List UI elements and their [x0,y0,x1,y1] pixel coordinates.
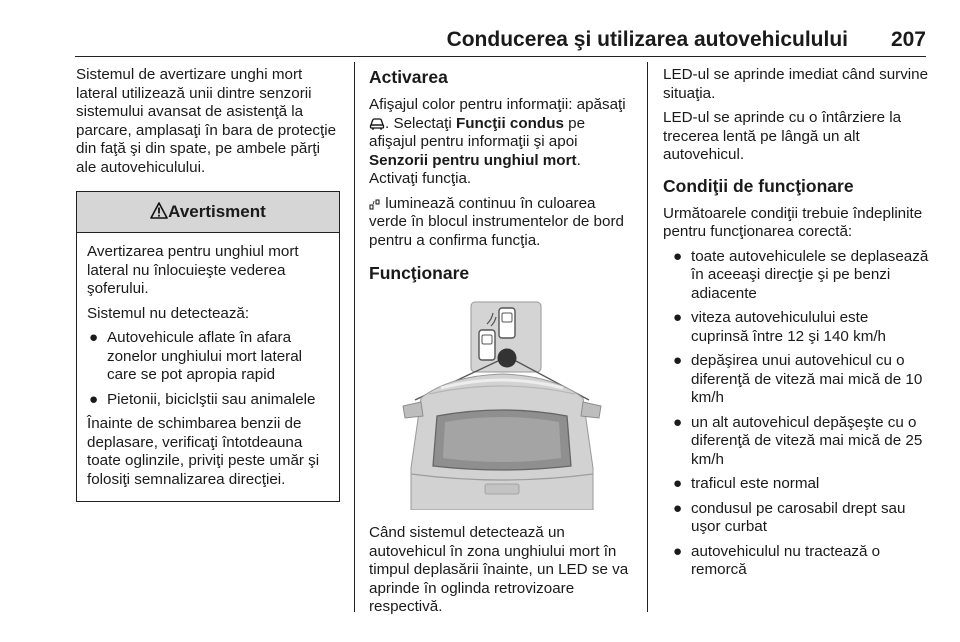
activation-heading: Activarea [369,67,448,87]
column-divider-2 [647,62,648,612]
page-title: Conducerea şi utilizarea autovehiculului [446,28,848,51]
list-item: ● condusul pe carosabil drept sau uşor curbat [673,499,906,535]
led-paragraph-1: LED-ul se aprinde imediat când survine situaţia. [663,66,929,102]
warning-box [76,191,340,502]
header-rule [75,56,926,57]
column-divider-1 [354,62,355,612]
conditions-list [663,248,929,580]
car-menu-icon [369,117,385,130]
blind-spot-indicator-icon [369,198,381,210]
warning-list [87,329,331,409]
activation-paragraph-1: Afişajul color pentru informaţii: apăsaţi . Selectaţi Funcţii condus pe afişajul pentru informaţii şi apoi Senzorii pentru unghiul mort. Activaţi funcţia. [369,96,626,187]
column-3 [663,66,929,586]
function-heading: Funcţionare [369,263,470,283]
column-1 [76,66,340,502]
warning-triangle-icon [150,202,168,219]
warning-p1: Avertizarea pentru unghiul mort lateral nu înlocuieşte vederea şoferului. [87,243,299,297]
led-paragraph-2: LED-ul se aprinde cu o întârziere la trecerea lentă pe lângă un alt autovehicul. [663,109,902,163]
warning-p2: Sistemul nu detectează: [87,304,250,322]
conditions-heading: Condiţii de funcţionare [663,175,854,196]
column-2 [369,66,633,623]
warning-p3: Înainte de schimbarea benzii de deplasare, verificaţi întotdeauna toate oglinzile, priviţi peste umăr şi folosiţi semnalizarea direcţiei. [87,415,320,488]
warning-body [77,233,339,501]
function-paragraph: Când sistemul detectează un autovehicul în zona unghiului mort în timpul deplasării înainte, un LED se va aprinde în oglinda retrovizoare respectivă. [369,524,629,615]
page-header [75,24,926,56]
list-item: ● Pietonii, biciclştii sau animalele [89,390,316,408]
list-item: ● Autovehicule aflate în afara zonelor unghiului mort lateral care se pot apropia rapid [89,329,303,383]
page-number: 207 [890,28,926,51]
list-item: ● viteza autovehiculului este cuprinsă între 12 şi 140 km/h [673,309,887,345]
list-item: ● traficul este normal [673,475,820,492]
activation-paragraph-2: luminează continuu în culoarea verde în blocul instrumentelor de bord pentru a confirma funcţia. [369,194,624,249]
conditions-intro: Următoarele condiţii trebuie îndeplinite pentru funcţionarea corectă: [663,204,923,240]
list-item: ● toate autovehiculele se deplasează în aceeaşi direcţie şi pe benzi adiacente [673,247,929,302]
intro-paragraph: Sistemul de avertizare unghi mort lateral utilizează unii dintre senzorii sistemului avansat de asistenţă la parcare, amplasaţi în bara de protecţie din faţă şi din spate, pe ambele părţi ale autovehiculului. [76,66,337,176]
warning-header [77,192,339,233]
list-item: ● depăşirea unui autovehicul cu o diferenţă de viteză mai mică de 10 km/h [673,352,923,406]
car-rear-illustration [399,298,605,510]
list-item: ● autovehiculul nu tractează o remorcă [673,542,881,578]
warning-title: Avertisment [168,202,266,221]
list-item: ● un alt autovehicul depăşeşte cu o diferenţă de viteză mai mică de 25 km/h [673,413,923,468]
